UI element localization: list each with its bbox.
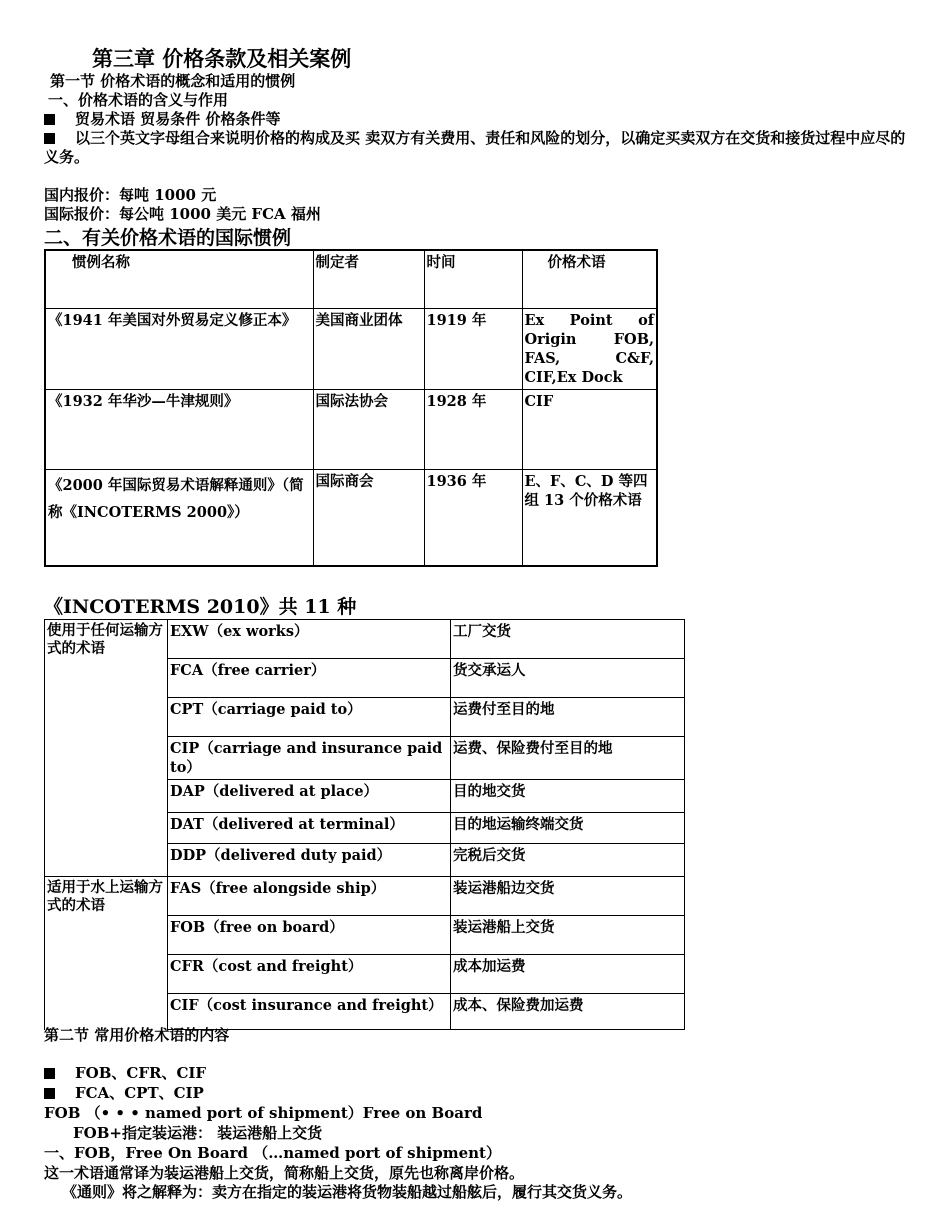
incoterms-table	[44, 619, 685, 1030]
term-code: CFR（cost and freight）	[168, 955, 451, 994]
table-header-row	[45, 250, 657, 308]
header-cell: 惯例名称	[45, 250, 313, 308]
bullet-text: FOB、CFR、CIF	[75, 1064, 207, 1082]
term-cn: 装运港船上交货	[451, 916, 685, 955]
group-any-mode: 使用于任何运输方式的术语	[45, 620, 168, 877]
bullet-item	[44, 1064, 206, 1083]
table-row	[45, 620, 685, 659]
term-cn: 成本加运费	[451, 955, 685, 994]
chapter-title: 第三章 价格条款及相关案例	[92, 46, 352, 71]
term-cn: 目的地交货	[451, 780, 685, 813]
header-cell: 时间	[424, 250, 522, 308]
term-code: FOB（free on board）	[168, 916, 451, 955]
table-row	[45, 877, 685, 916]
convention-year: 1928 年	[424, 389, 522, 469]
term-code: CPT（carriage paid to）	[168, 698, 451, 737]
convention-name: 《2000 年国际贸易术语解释通则》（简称《INCOTERMS 2000》）	[45, 469, 313, 566]
term-code: CIF（cost insurance and freight）	[168, 994, 451, 1030]
square-bullet-icon	[44, 1068, 55, 1079]
convention-name: 《1932 年华沙—牛津规则》	[45, 389, 313, 469]
term-cn: 运费付至目的地	[451, 698, 685, 737]
conventions-table	[44, 249, 658, 567]
square-bullet-icon	[44, 114, 55, 125]
subsection-1-title: 一、价格术语的含义与作用	[48, 91, 229, 109]
term-cn: 目的地运输终端交货	[451, 813, 685, 844]
bullet-item	[44, 110, 280, 129]
table-row	[45, 389, 657, 469]
header-cell: 价格术语	[522, 250, 657, 308]
term-code: FCA（free carrier）	[168, 659, 451, 698]
convention-maker: 国际商会	[313, 469, 424, 566]
table-row	[45, 308, 657, 389]
convention-year: 1919 年	[424, 308, 522, 389]
term-code: DAT（delivered at terminal）	[168, 813, 451, 844]
bullet-item	[44, 129, 914, 167]
bullet-text: 贸易术语 贸易条件 价格条件等	[75, 110, 281, 128]
bullet-text: 以三个英文字母组合来说明价格的构成及买 卖双方有关费用、责任和风险的划分，以确定买卖双方在交货和接货过程中应尽的义务。	[44, 129, 906, 166]
term-cn: 运费、保险费付至目的地	[451, 737, 685, 780]
term-cn: 工厂交货	[451, 620, 685, 659]
term-code: DAP（delivered at place）	[168, 780, 451, 813]
bullet-item	[44, 1084, 204, 1103]
term-cn: 装运港船边交货	[451, 877, 685, 916]
convention-maker: 美国商业团体	[313, 308, 424, 389]
fob-description: 这一术语通常译为装运港船上交货，简称船上交货，原先也称离岸价格。	[44, 1164, 525, 1182]
convention-year: 1936 年	[424, 469, 522, 566]
term-cn: 成本、保险费加运费	[451, 994, 685, 1030]
term-cn: 完税后交货	[451, 844, 685, 877]
table-row	[45, 469, 657, 566]
fob-heading: 一、FOB，Free On Board （…named port of shipment）	[44, 1144, 501, 1162]
subsection-2-title: 二、有关价格术语的国际惯例	[44, 227, 292, 249]
term-code: CIP（carriage and insurance paid to）	[168, 737, 451, 780]
square-bullet-icon	[44, 133, 55, 144]
term-code: FAS（free alongside ship）	[168, 877, 451, 916]
convention-terms: Ex Point of Origin FOB, FAS, C&F, CIF,Ex Dock	[522, 308, 657, 389]
fob-rule: 《通则》将之解释为：卖方在指定的装运港将货物装船越过船舷后，履行其交货义务。	[62, 1183, 633, 1201]
fob-definition-line: FOB （• • • named port of shipment）Free on Board	[44, 1104, 483, 1122]
term-cn: 货交承运人	[451, 659, 685, 698]
square-bullet-icon	[44, 1088, 55, 1099]
convention-maker: 国际法协会	[313, 389, 424, 469]
domestic-quote: 国内报价：每吨 1000 元	[44, 186, 217, 204]
section-2-title: 第二节 常用价格术语的内容	[44, 1026, 230, 1044]
group-water-mode: 适用于水上运输方式的术语	[45, 877, 168, 1030]
incoterms-title: 《INCOTERMS 2010》共 11 种	[44, 596, 357, 618]
header-cell: 制定者	[313, 250, 424, 308]
bullet-text: FCA、CPT、CIP	[75, 1084, 204, 1102]
section-1-title: 第一节 价格术语的概念和适用的惯例	[50, 72, 296, 90]
term-code: DDP（delivered duty paid）	[168, 844, 451, 877]
international-quote: 国际报价：每公吨 1000 美元 FCA 福州	[44, 205, 321, 223]
term-code: EXW（ex works）	[168, 620, 451, 659]
convention-name: 《1941 年美国对外贸易定义修正本》	[45, 308, 313, 389]
convention-terms: CIF	[522, 389, 657, 469]
fob-sub-line: FOB+指定装运港： 装运港船上交货	[73, 1124, 323, 1142]
convention-terms: E、F、C、D 等四组 13 个价格术语	[522, 469, 657, 566]
